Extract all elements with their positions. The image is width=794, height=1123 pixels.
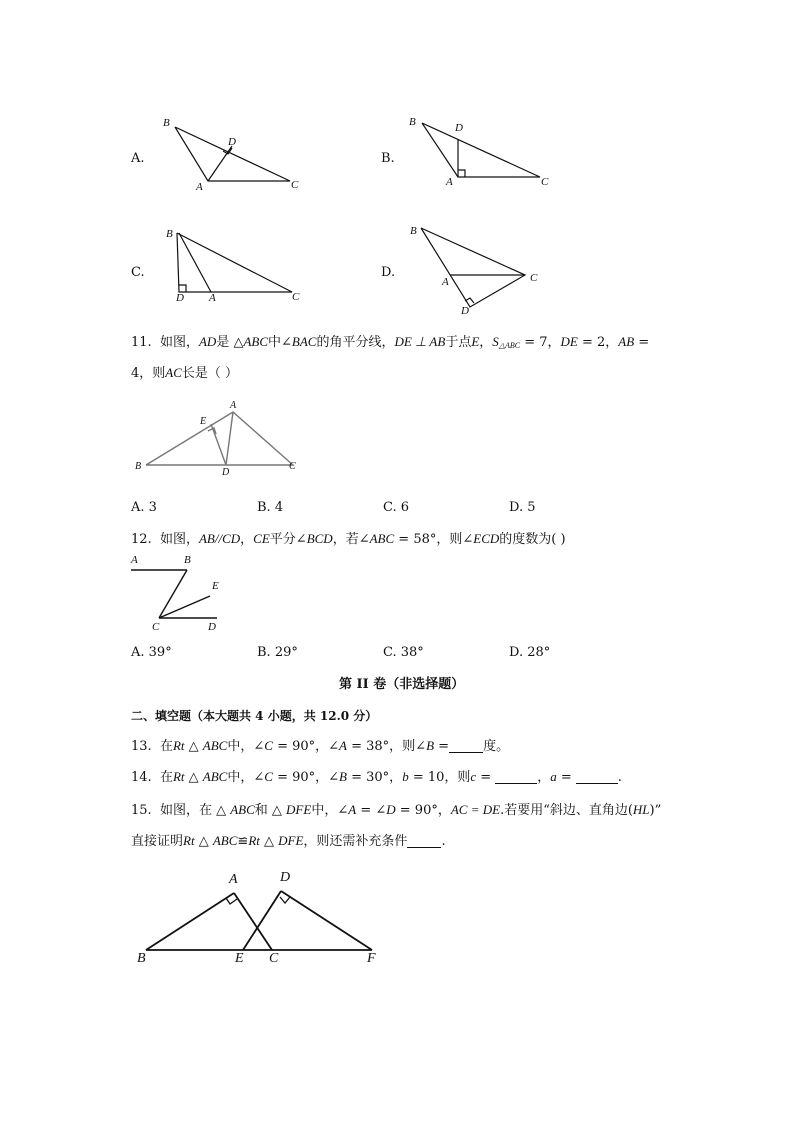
point-label: D (455, 122, 463, 134)
point-label: C (289, 461, 296, 472)
choice-a: A. 39° (131, 645, 172, 660)
point-label: A (230, 400, 237, 411)
choice-b: B. 29° (257, 645, 298, 660)
question-15-line-2: 直接证明Rt △ ABC≌Rt △ DFE，则还需补充条件 . (131, 833, 446, 849)
point-label: A (442, 276, 449, 288)
choice-c: C. 38° (383, 645, 424, 660)
point-label: C (269, 951, 279, 966)
point-label: D (176, 292, 184, 304)
point-label: A (229, 872, 238, 887)
point-label: D (222, 467, 230, 478)
figure-10b (422, 123, 540, 177)
figure-12 (131, 570, 217, 618)
point-label: C (530, 272, 538, 284)
section-title: 第 II 卷（非选择题） (339, 677, 465, 692)
question-13-text: 13. 在Rt △ ABC中，∠C = 90°，∠A = 38°，则∠B = 度。 (131, 738, 510, 754)
point-label: D (280, 870, 291, 885)
point-label: E (235, 951, 244, 966)
point-label: B (166, 228, 173, 240)
point-label: B (410, 225, 417, 237)
figure-11 (146, 412, 293, 465)
point-label: D (228, 136, 236, 148)
point-label: B (137, 951, 146, 966)
point-label: F (367, 951, 376, 966)
point-label: B (135, 461, 142, 472)
choice-c: C. 6 (383, 500, 410, 515)
choice-b: B. 4 (257, 500, 284, 515)
answer-blank[interactable] (576, 770, 618, 784)
figure-15 (146, 891, 372, 950)
point-label: C (291, 179, 299, 191)
choice-d: D. 28° (509, 645, 551, 660)
option-a-label: A. (131, 151, 145, 166)
option-c-label: C. (131, 265, 145, 280)
answer-blank[interactable] (449, 739, 483, 753)
question-15-line-1: 15. 如图，在 △ ABC和 △ DFE中，∠A = ∠D = 90°，AC = DE.若要用“斜边、直角边(HL)” (131, 802, 662, 818)
section-heading: 二、填空题（本大题共 4 小题，共 12.0 分） (131, 709, 378, 723)
figure-10c (177, 233, 292, 292)
point-label: C (152, 621, 160, 633)
question-11-line-1: 11. 如图，AD是 △ABC中∠BAC的角平分线，DE ⊥ AB于点E，$S_{\triangle ABC} = 7$，DE = 2，AB = (131, 334, 650, 350)
point-label: D (208, 621, 216, 633)
point-label: C (292, 291, 300, 303)
answer-blank[interactable] (407, 834, 441, 848)
option-d-label: D. (381, 265, 396, 280)
choice-d: D. 5 (509, 500, 536, 515)
question-14-text: 14. 在Rt △ ABC中，∠C = 90°，∠B = 30°，b = 10，则c = ，a = . (131, 769, 622, 785)
point-label: A (209, 292, 216, 304)
point-label: B (409, 116, 416, 128)
point-label: E (212, 580, 219, 592)
choice-a: A. 3 (131, 500, 157, 515)
figure-10d (421, 228, 525, 307)
point-label: B (163, 117, 170, 129)
point-label: E (200, 416, 207, 427)
point-label: A (446, 176, 453, 188)
question-11-line-2: 4，则AC长是（ ） (131, 365, 239, 381)
point-label: A (196, 181, 203, 193)
point-label: D (461, 305, 469, 317)
point-label: C (541, 176, 549, 188)
option-b-label: B. (381, 151, 395, 166)
point-label: B (184, 554, 191, 566)
answer-blank[interactable] (495, 770, 537, 784)
point-label: A (131, 554, 138, 566)
question-12-text: 12. 如图，AB//CD，CE平分∠BCD，若∠ABC = 58°，则∠ECD的度数为( ) (131, 531, 566, 547)
